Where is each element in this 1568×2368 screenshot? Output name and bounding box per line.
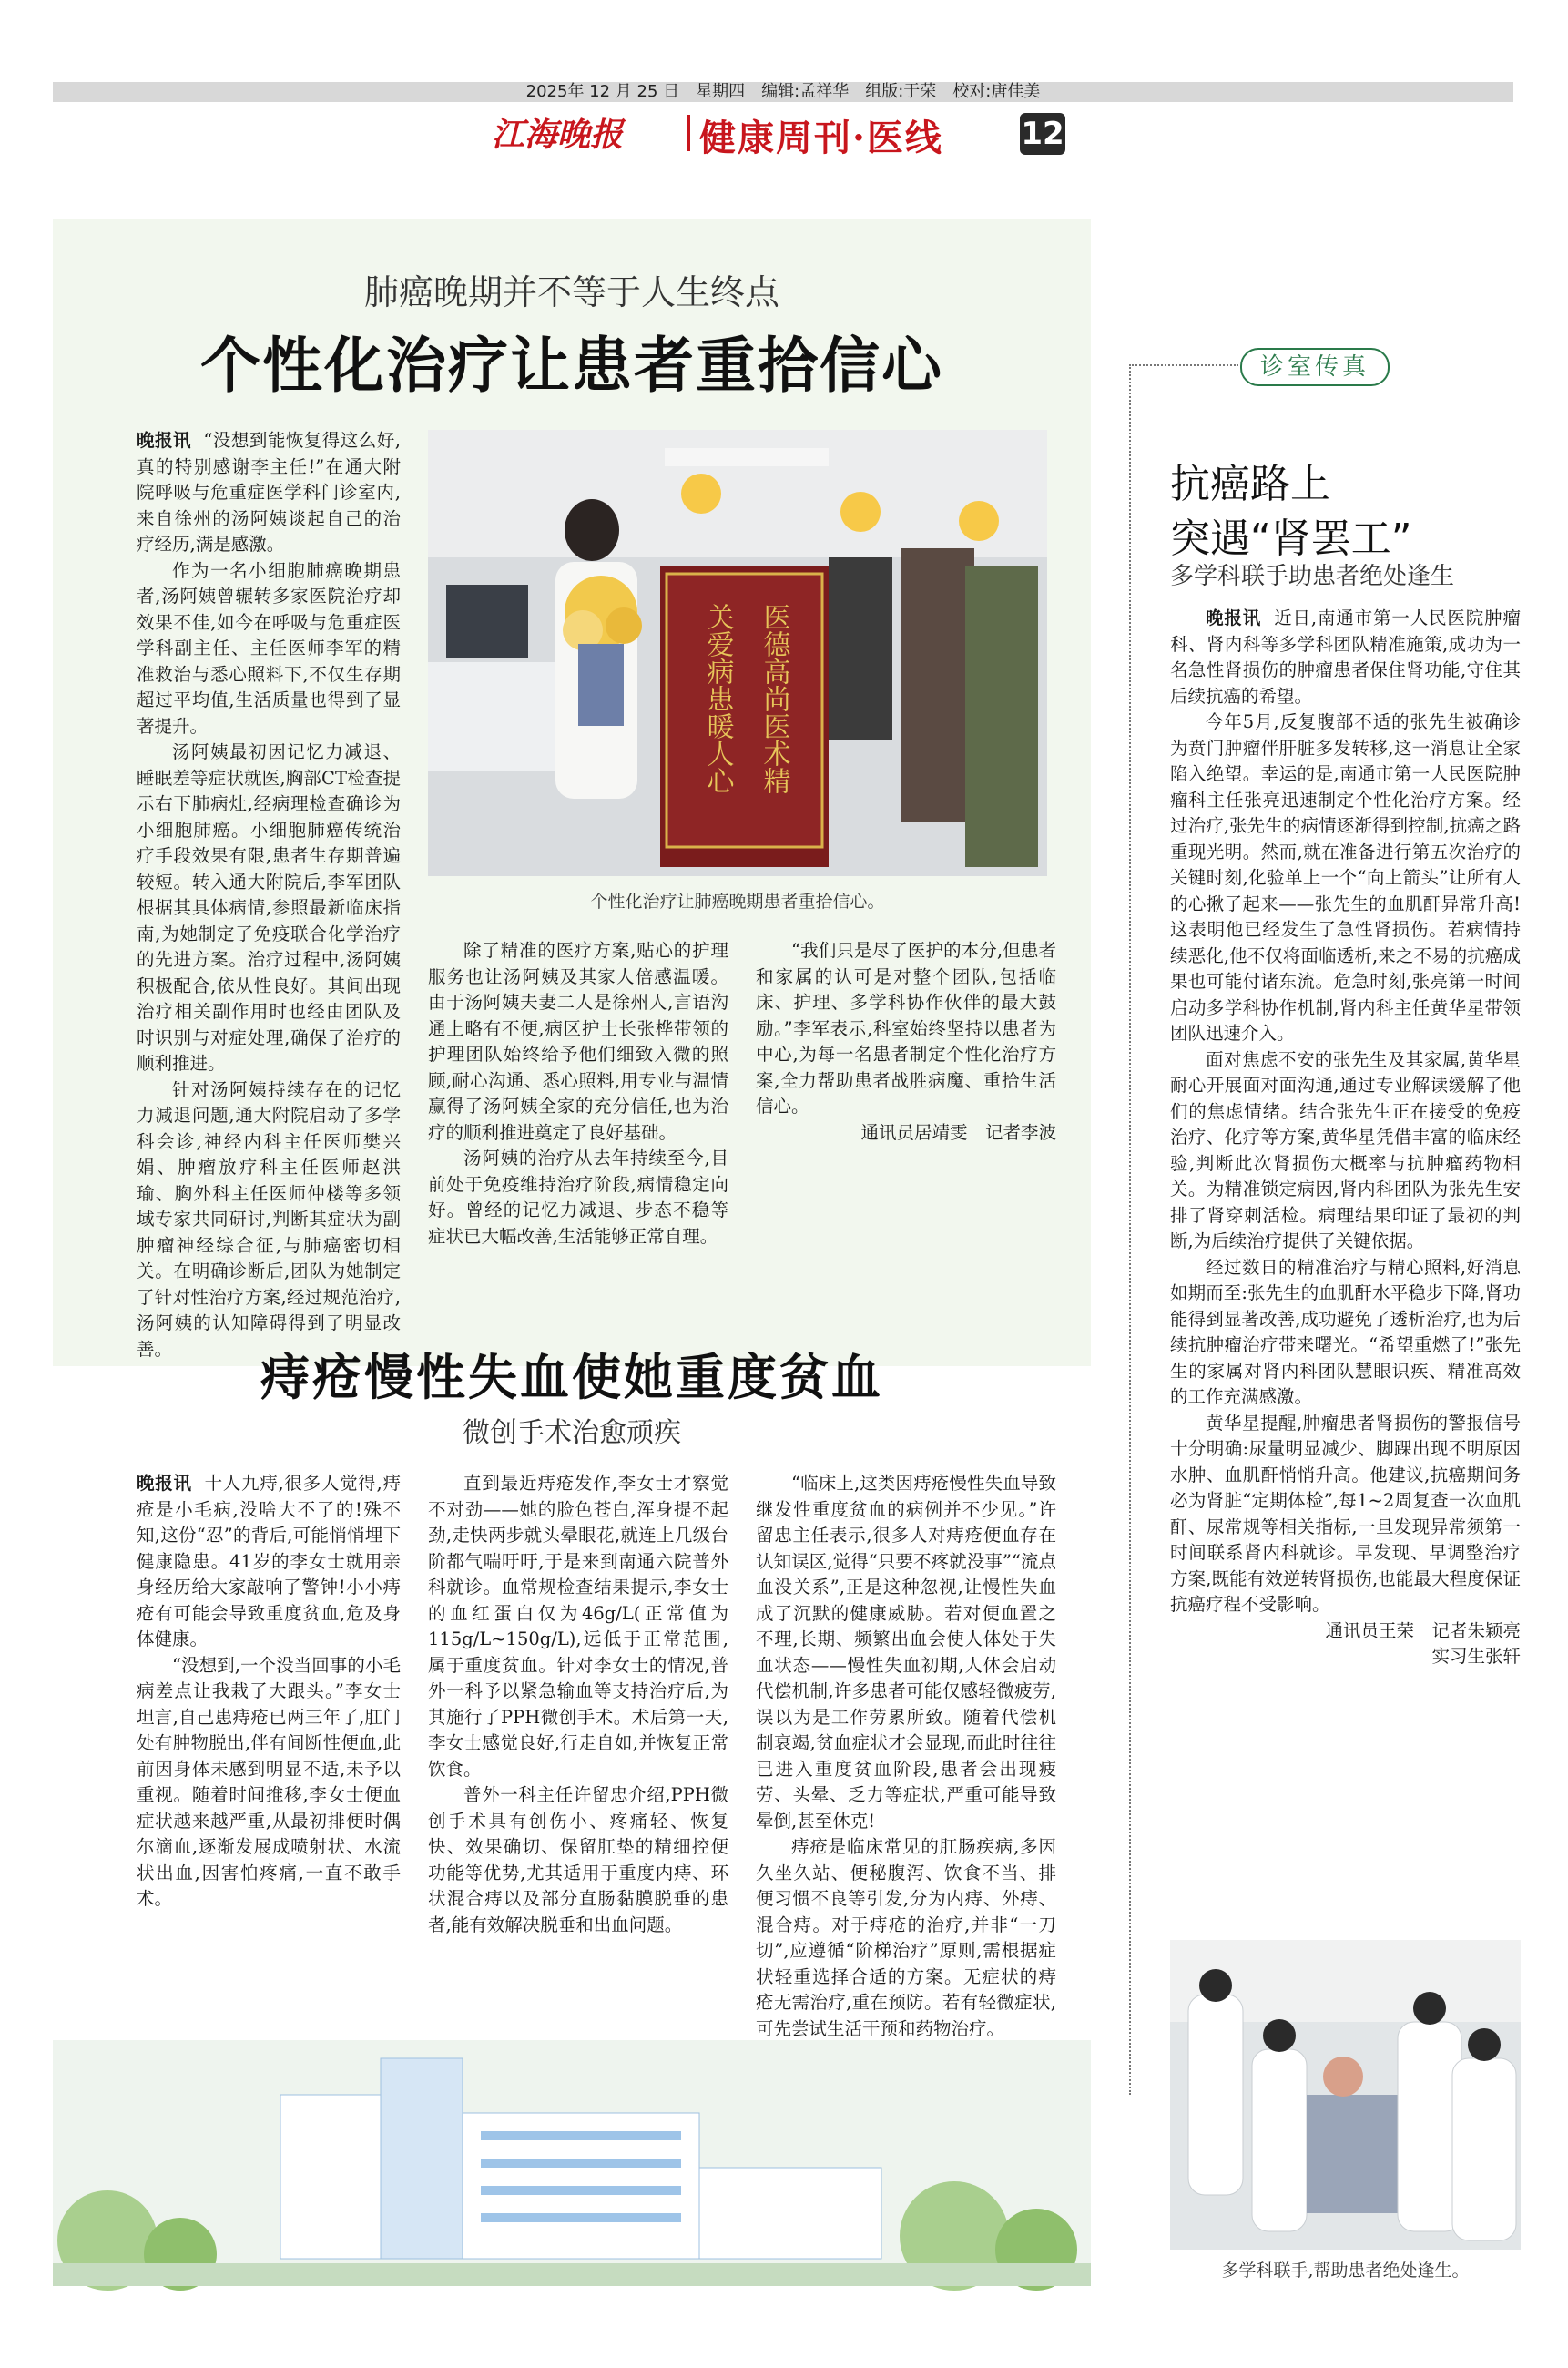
article1-column-3: [756, 938, 1056, 1146]
article1-paragraph: “没想到能恢复得这么好,真的特别感谢李主任!”在通大附院呼吸与危重症医学科门诊室内,来自徐州的汤阿姨谈起自己的治疗经历,满是感激。: [137, 430, 401, 555]
article3-paragraph: 今年5月,反复腹部不适的张先生被确诊为贲门肿瘤伴肝脏多发转移,这一消息让全家陷入绝望。幸运的是,南通市第一人民医院肿瘤科主任张亮迅速制定个性化治疗方案。经过治疗,张先生的病情逐渐得到控制,抗癌之路重现光明。然而,就在准备进行第五次治疗的关键时刻,化验单上一个“向上箭头”让所有人的心揪了起来——张先生的血肌酐异常升高!这表明他已经发生了急性肾损伤。若病情持续恶化,他不仅将面临透析,来之不易的抗癌成果也可能付诸东流。危急时刻,张亮第一时间启动多学科协作机制,肾内科主任黄华星带领团队迅速介入。: [1170, 711, 1521, 1044]
article1-photo: [428, 430, 1047, 876]
article1-paragraph: 除了精准的医疗方案,贴心的护理服务也让汤阿姨及其家人倍感温暖。由于汤阿姨夫妻二人是徐州人,言语沟通上略有不便,病区护士长张桦带领的护理团队始终给予他们细致入微的照顾,耐心沟通、悉心照料,用专业与温情赢得了汤阿姨全家的充分信任,也为治疗的顺利推进奠定了良好基础。: [428, 940, 728, 1143]
article1-paragraph: 作为一名小细胞肺癌晚期患者,汤阿姨曾辗转多家医院治疗却效果不佳,如今在呼吸与危重症医学科副主任、主任医师李军的精准救治与悉心照料下,不仅生存期超过平均值,生活质量也得到了显著提升。: [137, 559, 401, 737]
article2-paragraph: 普外一科主任许留忠介绍,PPH微创手术具有创伤小、疼痛轻、恢复快、效果确切、保留肛垫的精细控便功能等优势,尤其适用于重度内痔、环状混合痔以及部分直肠黏膜脱垂的患者,能有效解决脱垂和出血问题。: [428, 1784, 728, 1935]
article1-paragraph: 汤阿姨最初因记忆力减退、睡眠差等症状就医,胸部CT检查提示右下肺病灶,经病理检查确诊为小细胞肺癌。小细胞肺癌传统治疗手段效果有限,患者生存期普遍较短。转入通大附院后,李军团队根据其具体病情,参照最新临床指南,为她制定了免疫联合化学治疗的先进方案。治疗过程中,汤阿姨积极配合,依从性良好。其间出现治疗相关副作用时也经由团队及时识别与对症处理,确保了治疗的顺利推进。: [137, 741, 401, 1074]
article3-photo: [1170, 1940, 1521, 2250]
masthead-divider: [687, 115, 690, 151]
article2-paragraph: 直到最近痔疮发作,李女士才察觉不对劲——她的脸色苍白,浑身提不起劲,走快两步就头晕眼花,就连上几级台阶都气喘吁吁,于是来到南通六院普外科就诊。血常规检查结果提示,李女士的血红蛋白仅为46g/L(正常值为115g/L~150g/L),远低于正常范围,属于重度贫血。针对李女士的情况,普外一科予以紧急输血等支持治疗后,为其施行了PPH微创手术。术后第一天,李女士感觉良好,行走自如,并恢复正常饮食。: [428, 1473, 728, 1780]
article3-paragraph: 经过数日的精准治疗与精心照料,好消息如期而至:张先生的血肌酐水平稳步下降,肾功能得到显著改善,成功避免了透析治疗,也为后续抗肿瘤治疗带来曙光。“希望重燃了!”张先生的家属对肾内科团队慧眼识疾、精准高效的工作充满感激。: [1170, 1256, 1521, 1407]
article2-column-2: [428, 1471, 728, 2045]
article3-paragraph: 黄华星提醒,肿瘤患者肾损伤的警报信号十分明确:尿量明显减少、脚踝出现不明原因水肿、血肌酐悄悄升高。他建议,抗癌期间务必为肾脏“定期体检”,每1~2周复查一次血肌酐、尿常规等相关指标,一旦发现异常须第一时间联系肾内科就诊。早发现、早调整治疗方案,既能有效逆转肾损伤,也能最大程度保证抗癌疗程不受影响。: [1170, 1412, 1521, 1615]
lead-tag: 晚报讯: [137, 1473, 192, 1494]
column-divider: [1129, 364, 1133, 2095]
hospital-illustration: [53, 2040, 1091, 2286]
dateline-bar: [53, 82, 1513, 102]
article3-photo-illustration: [1170, 1940, 1521, 2250]
article2-column-1: [137, 1471, 401, 2090]
column-divider-top: [1129, 364, 1238, 368]
lead-tag: 晚报讯: [137, 430, 191, 451]
dateline-text: 2025年 12 月 25 日 星期四 编辑:孟祥华 组版:于荣 校对:唐佳美: [525, 82, 1041, 101]
article1-column-2: [428, 938, 728, 1250]
article3-paragraph: 近日,南通市第一人民医院肿瘤科、肾内科等多学科团队精准施策,成功为一名急性肾损伤的肿瘤患者保住肾功能,守住其后续抗癌的希望。: [1170, 607, 1521, 707]
article2-paragraph: “临床上,这类因痔疮慢性失血导致继发性重度贫血的病例并不少见。”许留忠主任表示,很多人对痔疮便血存在认知误区,觉得“只要不疼就没事”“流点血没关系”,正是这种忽视,让慢性失血成了沉默的健康威胁。若对便血置之不理,长期、频繁出血会使人体处于失血状态——慢性失血初期,人体会启动代偿机制,许多患者可能仅感轻微疲劳,误以为是工作劳累所致。随着代偿机制衰竭,贫血症状才会显现,而此时往往已进入重度贫血阶段,患者会出现疲劳、头晕、乏力等症状,严重可能导致晕倒,甚至休克!: [756, 1473, 1056, 1832]
article1-photo-illustration: [428, 430, 1047, 876]
page-number: 12: [1020, 113, 1065, 155]
article3-column: [1170, 606, 1521, 1926]
article2-column-3: [756, 1471, 1056, 2099]
article3-photo-caption: 多学科联手,帮助患者绝处逢生。: [1221, 2261, 1470, 2281]
article1-kicker: 肺癌晚期并不等于人生终点: [363, 272, 779, 312]
article3-subtitle: 多学科联手助患者绝处逢生: [1170, 563, 1455, 590]
hospital-illustration-graphic: [53, 2040, 1091, 2286]
article3-title-line2: 突遇“肾罢工”: [1170, 515, 1412, 562]
brand-logo: 江海晚报: [492, 116, 624, 154]
article3-title-line1: 抗癌路上: [1170, 461, 1330, 507]
article2-paragraph: “没想到,一个没当回事的小毛病差点让我栽了大跟头。”李女士坦言,自己患痔疮已两三年了,肛门处有肿物脱出,伴有间断性便血,此前因身体未感到明显不适,未予以重视。随着时间推移,李女士便血症状越来越严重,从最初排便时偶尔滴血,逐渐发展成喷射状、水流状出血,因害怕疼痛,一直不敢手术。: [137, 1654, 401, 1909]
masthead: [492, 109, 1129, 157]
banner-text-left: 关爱病患暖人心: [701, 603, 734, 794]
section-tag: 诊室传真: [1240, 348, 1390, 386]
article1-column-1: [137, 428, 401, 1360]
article1-paragraph: “我们只是尽了医护的本分,但患者和家属的认可是对整个团队,包括临床、护理、多学科协作伙伴的最大鼓励。”李军表示,科室始终坚持以患者为中心,为每一名患者制定个性化治疗方案,全力帮助患者战胜病魔、重拾生活信心。: [756, 940, 1056, 1117]
article2-subhead: 微创手术治愈顽疾: [463, 1417, 681, 1449]
banner-text-right: 医德高尚医术精: [758, 603, 790, 794]
article3-byline-2: 实习生张轩: [1431, 1646, 1521, 1667]
article1-paragraph: 针对汤阿姨持续存在的记忆力减退问题,通大附院启动了多学科会诊,神经内科主任医师樊兴娟、肿瘤放疗科主任医师赵洪瑜、胸外科主任医师仲楼等多领域专家共同研讨,判断其症状为副肿瘤神经综合征,与肺癌密切相关。在明确诊断后,团队为她制定了针对性治疗方案,经过规范治疗,汤阿姨的认知障碍得到了明显改善。: [137, 1078, 401, 1360]
section-title: 健康周刊·医线: [699, 117, 943, 159]
article1-byline: 通讯员居靖雯 记者李波: [860, 1121, 1056, 1143]
article2-paragraph: 十人九痔,很多人觉得,痔疮是小毛病,没啥大不了的!殊不知,这份“忍”的背后,可能悄悄埋下健康隐患。41岁的李女士就用亲身经历给大家敲响了警钟!小小痔疮有可能会导致重度贫血,危及身体健康。: [137, 1473, 401, 1649]
article3-byline: 通讯员王荣 记者朱颖亮: [1325, 1619, 1521, 1641]
article1-headline: 个性化治疗让患者重拾信心: [200, 331, 943, 401]
lead-tag: 晚报讯: [1206, 607, 1262, 628]
article2-headline: 痔疮慢性失血使她重度贫血: [260, 1348, 883, 1406]
article2-paragraph: 痔疮是临床常见的肛肠疾病,多因久坐久站、便秘腹泻、饮食不当、排便习惯不良等引发,分为内痔、外痔、混合痔。对于痔疮的治疗,并非“一刀切”,应遵循“阶梯治疗”原则,需根据症状轻重选择合适的方案。无症状的痔疮无需治疗,重在预防。若有轻微症状,可先尝试生活干预和药物治疗。: [756, 1836, 1056, 2039]
article3-paragraph: 面对焦虑不安的张先生及其家属,黄华星耐心开展面对面沟通,通过专业解读缓解了他们的焦虑情绪。结合张先生正在接受的免疫治疗、化疗等方案,黄华星凭借丰富的临床经验,判断此次肾损伤大概率与抗肿瘤药物相关。为精准锁定病因,肾内科团队为张先生安排了肾穿刺活检。病理结果印证了最初的判断,为后续治疗提供了关键依据。: [1170, 1048, 1521, 1251]
article1-photo-caption: 个性化治疗让肺癌晚期患者重拾信心。: [590, 892, 885, 912]
article1-paragraph: 汤阿姨的治疗从去年持续至今,目前处于免疫维持治疗阶段,病情稳定向好。曾经的记忆力减退、步态不稳等症状已大幅改善,生活能够正常自理。: [428, 1148, 728, 1247]
